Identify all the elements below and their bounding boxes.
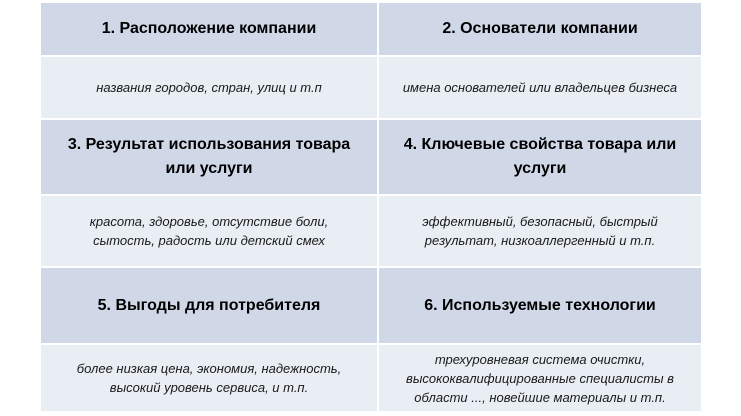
body-text-2: имена основателей или владельцев бизнеса	[402, 80, 678, 95]
body-text-5: более низкая цена, экономия, надежность, высокий уровень сервиса, и т.п.	[76, 361, 342, 395]
header-title-2: 2. Основатели компании	[442, 20, 638, 37]
body-text-4: эффективный, безопасный, быстрый результат, низкоаллергенный и т.п.	[422, 214, 658, 248]
header-title-4: 4. Ключевые свойства товара или услуги	[403, 136, 677, 177]
body-text-6: трехуровневая система очистки, высококвалифицированные специалисты в области ..., новейшие материалы и т.п.	[406, 351, 674, 405]
header-cell-2	[379, 3, 701, 57]
body-cell-5	[41, 345, 379, 413]
header-cell-3	[41, 120, 379, 196]
header-title-3: 3. Результат использования товара или услуги	[67, 136, 351, 177]
body-cell-1	[41, 57, 379, 120]
content-table	[41, 3, 701, 413]
body-cell-4	[379, 196, 701, 268]
header-cell-4	[379, 120, 701, 196]
header-cell-5	[41, 268, 379, 345]
body-text-3: красота, здоровье, отсутствие боли, сытость, радость или детский смех	[89, 214, 329, 248]
body-text-1: названия городов, стран, улиц и т.п	[96, 80, 322, 95]
body-cell-2	[379, 57, 701, 120]
header-title-6: 6. Используемые технологии	[424, 296, 656, 314]
header-cell-6	[379, 268, 701, 345]
body-cell-6	[379, 345, 701, 413]
header-cell-1	[41, 3, 379, 57]
header-title-5: 5. Выгоды для потребителя	[97, 296, 321, 314]
body-cell-3	[41, 196, 379, 268]
header-title-1: 1. Расположение компании	[101, 20, 317, 37]
